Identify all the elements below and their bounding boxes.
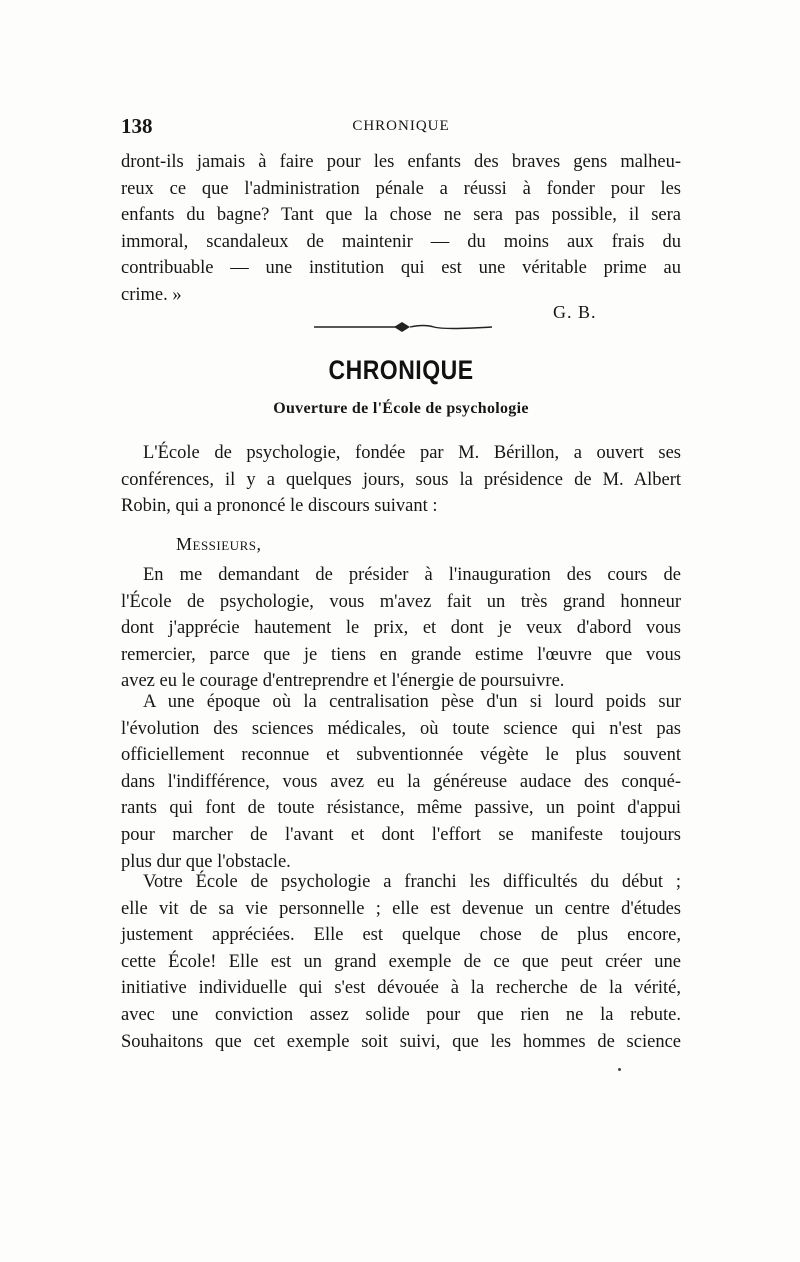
text-line: l'évolution des sciences médicales, où toute science qui n'est pas — [121, 718, 681, 739]
text-line: remercier, parce que je tiens en grande estime l'œuvre que vous — [121, 644, 681, 665]
text-line: elle vit de sa vie personnelle ; elle est devenue un centre d'études — [121, 898, 681, 919]
text-line: avec une conviction assez solide pour que rien ne la rebute. — [121, 1004, 681, 1025]
text-line: Robin, qui a prononcé le discours suivant : — [121, 496, 438, 517]
text-line: cette École! Elle est un grand exemple de ce que peut créer une — [121, 951, 681, 972]
speech-paragraph-2 — [121, 689, 681, 875]
speech-paragraph-3 — [121, 869, 681, 1055]
text-line: conférences, il y a quelques jours, sous la présidence de M. Albert — [121, 469, 681, 490]
text-line: L'École de psychologie, fondée par M. Bérillon, a ouvert ses — [143, 443, 681, 463]
running-title: CHRONIQUE — [352, 118, 450, 134]
text-line: dans l'indifférence, vous avez eu la généreuse audace des conqué- — [121, 771, 681, 792]
text-line: Souhaitons que cet exemple soit suivi, que les hommes de science — [121, 1031, 681, 1052]
text-line: pour marcher de l'avant et dont l'effort se manifeste toujours — [121, 824, 681, 845]
salutation: Messieurs, — [176, 534, 262, 554]
text-line: dont j'apprécie hautement le prix, et dont je veux d'abord vous — [121, 618, 681, 639]
text-line: justement appréciées. Elle est quelque chose de plus encore, — [121, 925, 681, 946]
text-line: initiative individuelle qui s'est dévouée à la recherche de la vérité, — [121, 978, 681, 999]
intro-paragraph — [121, 149, 681, 309]
subsection-title: Ouverture de l'École de psychologie — [273, 400, 529, 417]
text-line: plus dur que l'obstacle. — [121, 851, 291, 872]
text-line: En me demandant de présider à l'inauguration des cours de — [143, 565, 681, 585]
text-line: rants qui font de toute résistance, même passive, un point d'appui — [121, 798, 681, 819]
text-line: crime. » — [121, 284, 182, 305]
text-line: dront-ils jamais à faire pour les enfants des braves gens malheu- — [121, 152, 681, 172]
text-line: A une époque où la centralisation pèse d'un si lourd poids sur — [143, 692, 681, 712]
text-line: l'École de psychologie, vous m'avez fait un très grand honneur — [121, 591, 681, 612]
text-line: immoral, scandaleux de maintenir — du moins aux frais du — [121, 231, 681, 252]
section-title: CHRONIQUE — [328, 354, 474, 385]
page-number: 138 — [121, 114, 153, 138]
text-line: avez eu le courage d'entreprendre et l'énergie de poursuivre. — [121, 671, 565, 692]
running-head — [121, 114, 681, 138]
author-signature: G. B. — [553, 302, 597, 322]
text-line: enfants du bagne? Tant que la chose ne sera pas possible, il sera — [121, 205, 681, 226]
text-line: contribuable — une institution qui est une véritable prime au — [121, 258, 681, 279]
text-line: officiellement reconnue et subventionnée végète le plus souvent — [121, 745, 681, 766]
opening-paragraph — [121, 440, 681, 520]
separator-ornament — [314, 320, 492, 334]
speech-paragraph-1 — [121, 562, 681, 695]
print-speck — [618, 1068, 621, 1071]
text-line: reux ce que l'administration pénale a réussi à fonder pour les — [121, 178, 681, 199]
text-line: Votre École de psychologie a franchi les difficultés du début ; — [143, 872, 681, 892]
